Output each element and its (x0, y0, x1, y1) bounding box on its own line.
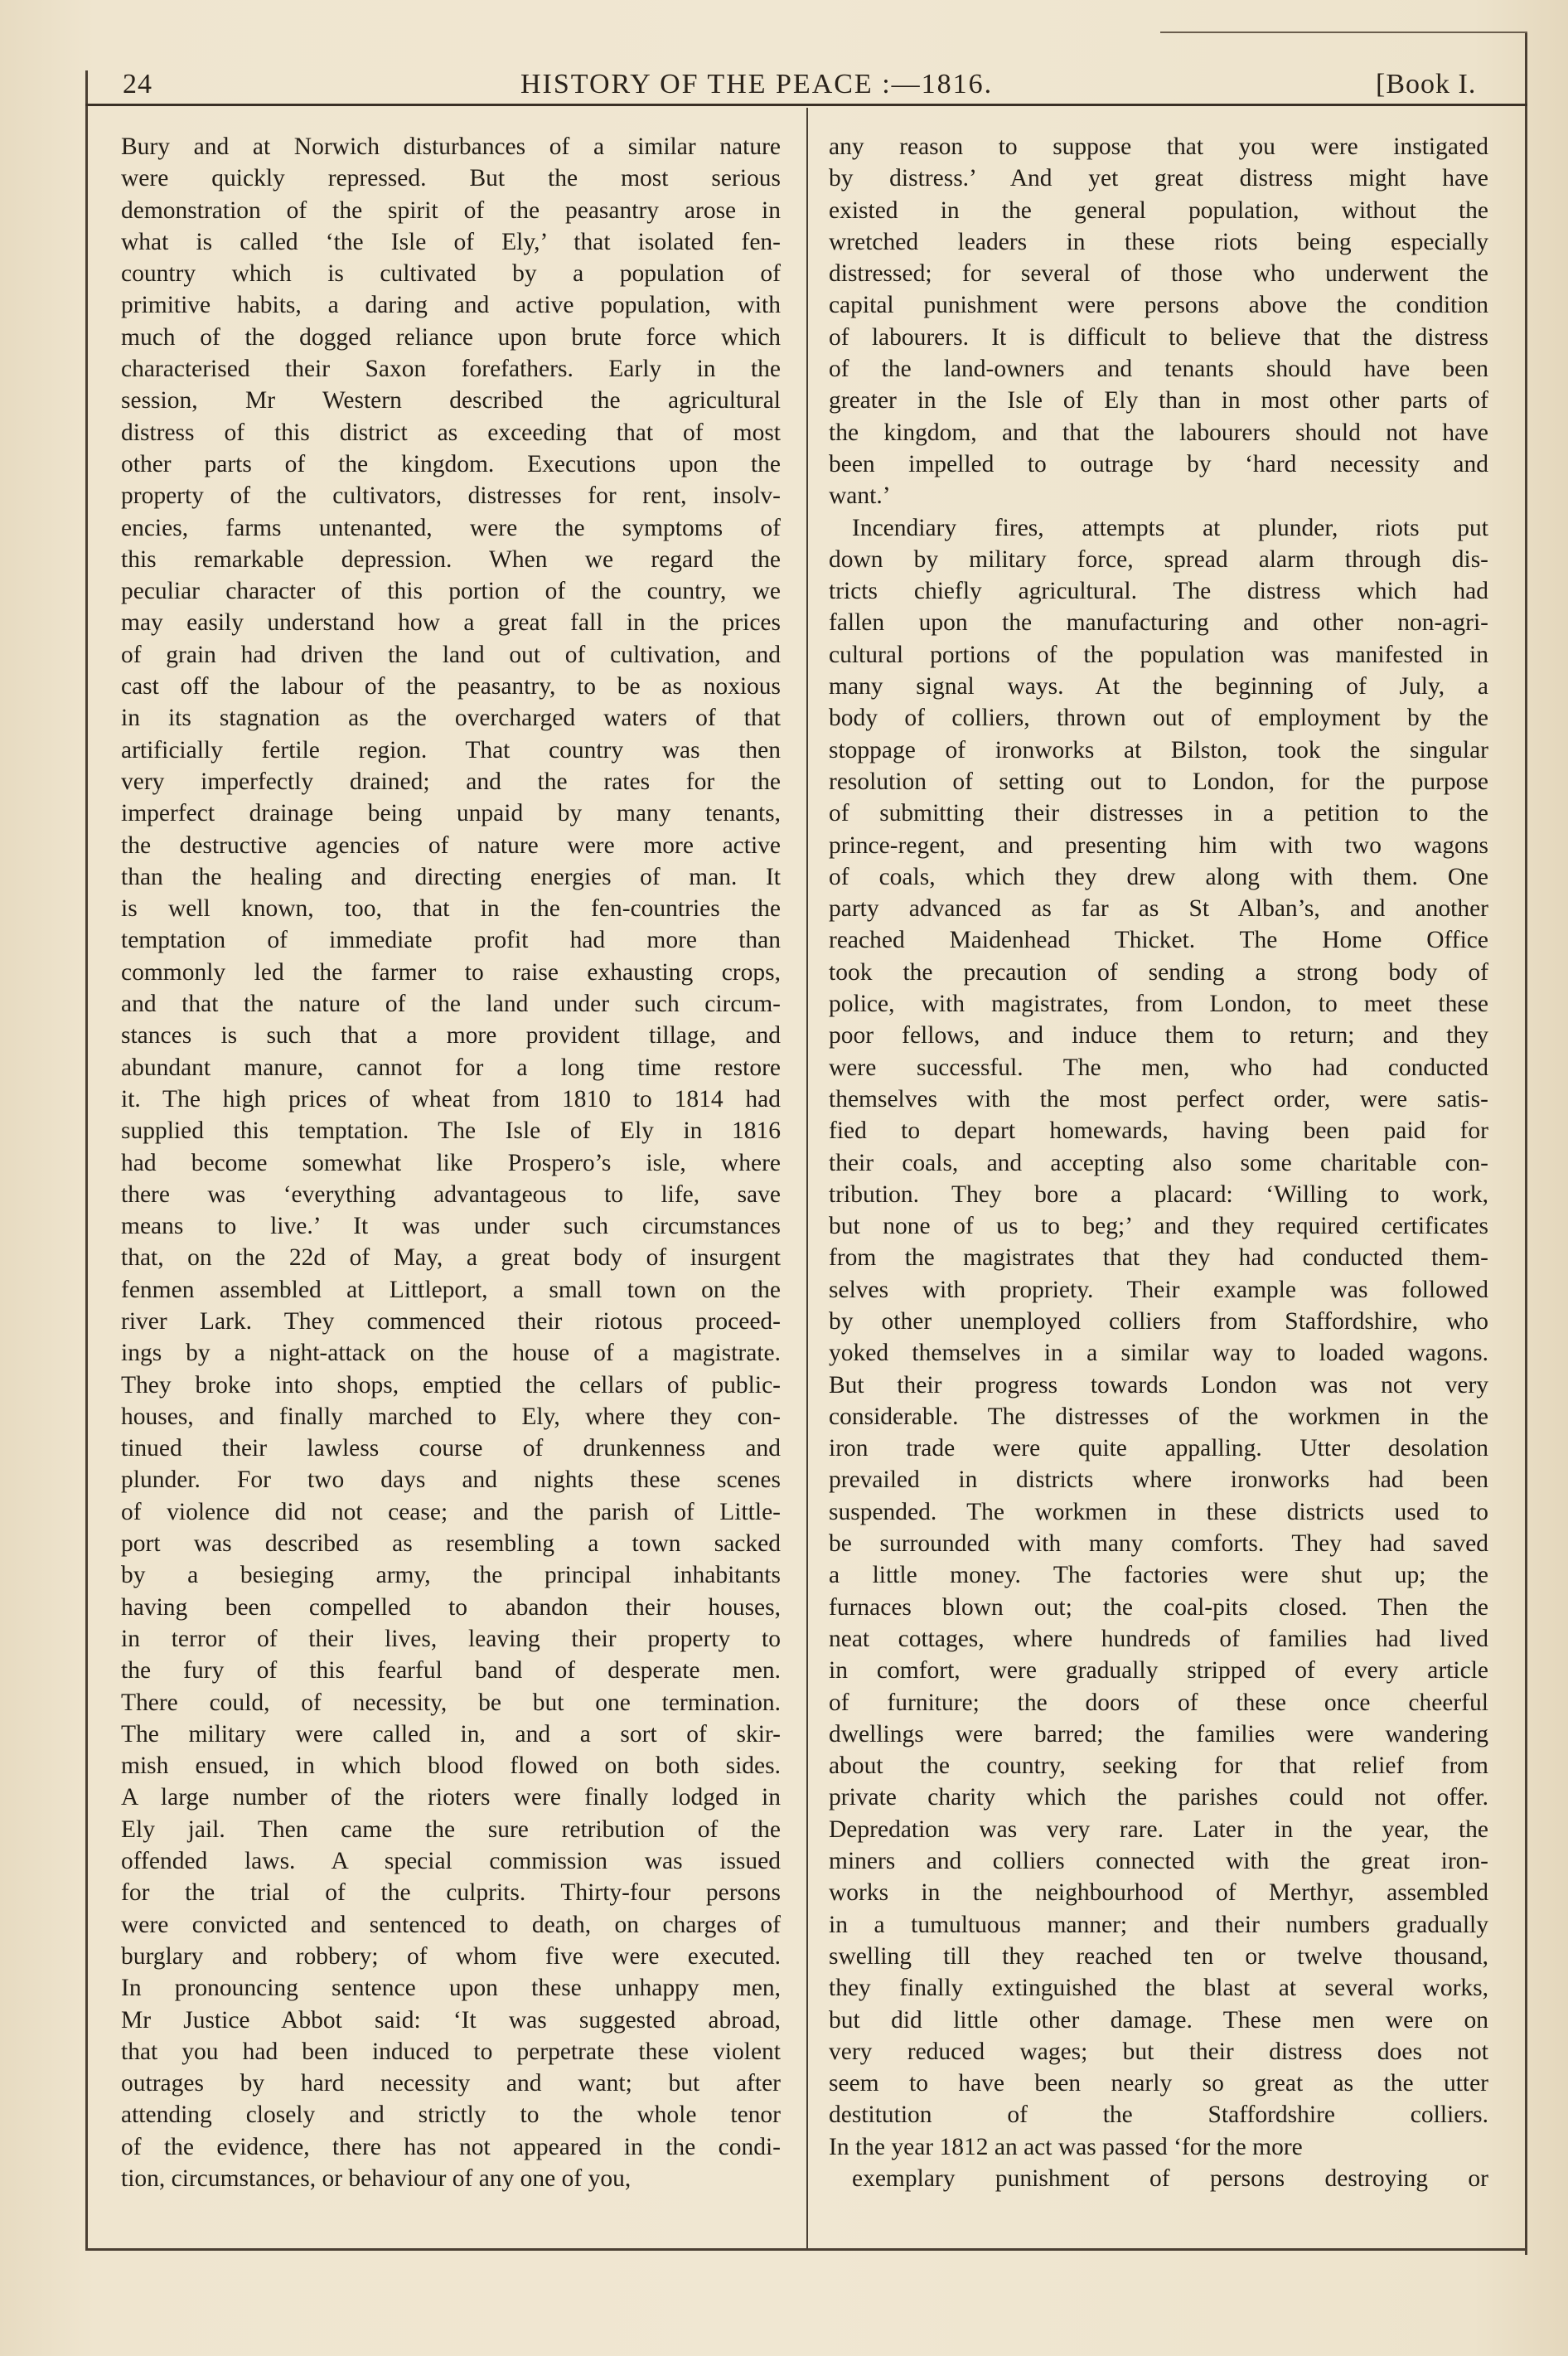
text-line: than the healing and directing energies of man. It (121, 863, 781, 890)
text-line: down by military force, spread alarm through dis- (829, 545, 1488, 573)
text-line: stoppage of ironworks at Bilston, took the singular (829, 736, 1488, 764)
text-line: of coals, which they drew along with them. One (829, 863, 1488, 890)
text-line: mish ensued, in which blood flowed on both sides. (121, 1752, 781, 1780)
text-line: body of colliers, thrown out of employment by the (829, 705, 1488, 732)
text-line: fied to depart homewards, having been paid for (829, 1117, 1488, 1145)
frame-top-rule (1160, 32, 1527, 33)
text-line: were quickly repressed. But the most serious (121, 165, 781, 192)
text-line: tribution. They bore a placard: ‘Willing to work, (829, 1180, 1488, 1208)
right-column (829, 131, 1488, 2194)
text-line: Bury and at Norwich disturbances of a similar nature (121, 133, 781, 160)
text-line: encies, farms untenanted, were the symptoms of (121, 514, 781, 541)
text-line: In pronouncing sentence upon these unhappy men, (121, 1975, 781, 2002)
text-line: of the land-owners and tenants should have been (829, 356, 1488, 383)
text-line: stances is such that a more provident tillage, and (121, 1022, 781, 1050)
frame-bottom-rule (85, 2248, 1527, 2251)
text-line: and that the nature of the land under such circum- (121, 991, 781, 1018)
text-line: Mr Justice Abbot said: ‘It was suggested abroad, (121, 2006, 781, 2034)
text-line: in a tumultuous manner; and their numbers gradually (829, 1911, 1488, 1938)
text-line: port was described as resembling a town sacked (121, 1530, 781, 1558)
text-line: the destructive agencies of nature were more active (121, 831, 781, 859)
text-line: plunder. For two days and nights these scenes (121, 1466, 781, 1494)
text-line: capital punishment were persons above the condition (829, 292, 1488, 319)
text-line: offended laws. A special commission was issued (121, 1848, 781, 1875)
text-line: from the magistrates that they had conducted them- (829, 1244, 1488, 1272)
text-line: having been compelled to abandon their houses, (121, 1593, 781, 1621)
text-line: resolution of setting out to London, for the purpose (829, 768, 1488, 795)
text-line: had become somewhat like Prospero’s isle, where (121, 1149, 781, 1176)
text-line: But their progress towards London was not very (829, 1371, 1488, 1399)
text-line: tinued their lawless course of drunkenness and (121, 1435, 781, 1462)
text-line: A large number of the rioters were finally lodged in (121, 1784, 781, 1811)
text-line: temptation of immediate profit had more than (121, 927, 781, 954)
text-line: that you had been induced to perpetrate these violent (121, 2038, 781, 2065)
text-line: tion, circumstances, or behaviour of any one of you, (121, 2165, 632, 2192)
text-line: the fury of this fearful band of desperate men. (121, 1657, 781, 1685)
text-line: ings by a night-attack on the house of a magistrate. (121, 1340, 781, 1367)
text-line: by a besieging army, the principal inhabitants (121, 1562, 781, 1589)
text-line: river Lark. They commenced their riotous proceed- (121, 1307, 781, 1335)
text-line: suspended. The workmen in these districts used to (829, 1498, 1488, 1525)
text-line: primitive habits, a daring and active population, with (121, 292, 781, 319)
text-line: wretched leaders in these riots being especially (829, 228, 1488, 255)
header-rule (85, 104, 1527, 106)
text-line: considerable. The distresses of the workmen in the (829, 1403, 1488, 1430)
text-line: artificially fertile region. That country was then (121, 736, 781, 764)
text-line: been impelled to outrage by ‘hard necessity and (829, 450, 1488, 478)
text-line: Incendiary fires, attempts at plunder, riots put (852, 514, 1488, 541)
text-line: were convicted and sentenced to death, on charges of (121, 1911, 781, 1938)
text-line: means to live.’ It was under such circumstances (121, 1213, 781, 1240)
text-line: distressed; for several of those who underwent the (829, 260, 1488, 288)
text-line: very reduced wages; but their distress does not (829, 2038, 1488, 2065)
text-line: but none of us to beg;’ and they required certificates (829, 1213, 1488, 1240)
text-line: themselves with the most perfect order, were satis- (829, 1085, 1488, 1113)
text-line: cultural portions of the population was manifested in (829, 641, 1488, 668)
text-line: imperfect drainage being unpaid by many tenants, (121, 800, 781, 827)
text-line: tricts chiefly agricultural. The distress which had (829, 578, 1488, 605)
text-line: that, on the 22d of May, a great body of insurgent (121, 1244, 781, 1272)
frame-right-rule (1525, 33, 1527, 2255)
text-line: their coals, and accepting also some charitable con- (829, 1149, 1488, 1176)
text-line: session, Mr Western described the agricultural (121, 387, 781, 414)
text-line: by distress.’ And yet great distress might have (829, 165, 1488, 192)
text-line: of violence did not cease; and the parish of Little- (121, 1498, 781, 1525)
text-line: swelling till they reached ten or twelve thousand, (829, 1942, 1488, 1970)
text-line: very imperfectly drained; and the rates for the (121, 768, 781, 795)
text-line: may easily understand how a great fall in the prices (121, 609, 781, 637)
text-line: supplied this temptation. The Isle of Ely in 1816 (121, 1117, 781, 1145)
text-line: exemplary punishment of persons destroying or (852, 2165, 1488, 2192)
text-line: police, with magistrates, from London, to meet these (829, 991, 1488, 1018)
text-line: fallen upon the manufacturing and other non-agri- (829, 609, 1488, 637)
text-line: in comfort, were gradually stripped of every article (829, 1657, 1488, 1685)
text-line: poor fellows, and induce them to return; and they (829, 1022, 1488, 1050)
text-line: commonly led the farmer to raise exhausting crops, (121, 958, 781, 986)
text-line: peculiar character of this portion of the country, we (121, 578, 781, 605)
text-line: cast off the labour of the peasantry, to be as noxious (121, 673, 781, 700)
frame-left-rule (85, 70, 88, 2251)
text-line: seem to have been nearly so great as the utter (829, 2070, 1488, 2097)
text-line: abundant manure, cannot for a long time restore (121, 1054, 781, 1081)
text-line: by other unemployed colliers from Staffordshire, who (829, 1307, 1488, 1335)
text-line: In the year 1812 an act was passed ‘for the more (829, 2133, 1303, 2160)
text-line: they finally extinguished the blast at several works, (829, 1975, 1488, 2002)
text-line: neat cottages, where hundreds of families had lived (829, 1625, 1488, 1652)
text-line: works in the neighbourhood of Merthyr, assembled (829, 1879, 1488, 1907)
text-line: much of the dogged reliance upon brute force which (121, 323, 781, 351)
running-title: HISTORY OF THE PEACE :—1816. (520, 69, 994, 99)
text-line: prince-regent, and presenting him with two wagons (829, 831, 1488, 859)
text-line: There could, of necessity, be but one termination. (121, 1689, 781, 1716)
text-line: of furniture; the doors of these once cheerful (829, 1689, 1488, 1716)
text-line: of submitting their distresses in a petition to the (829, 800, 1488, 827)
text-line: in terror of their lives, leaving their property to (121, 1625, 781, 1652)
text-line: be surrounded with many comforts. They had saved (829, 1530, 1488, 1558)
text-line: Depredation was very rare. Later in the year, the (829, 1815, 1488, 1843)
text-line: of labourers. It is difficult to believe that the distress (829, 323, 1488, 351)
text-line: iron trade were quite appalling. Utter desolation (829, 1435, 1488, 1462)
text-line: there was ‘everything advantageous to life, save (121, 1180, 781, 1208)
text-line: many signal ways. At the beginning of July, a (829, 673, 1488, 700)
text-line: prevailed in districts where ironworks had been (829, 1466, 1488, 1494)
column-divider (806, 108, 808, 2248)
text-line: this remarkable depression. When we regard the (121, 545, 781, 573)
text-line: The military were called in, and a sort of skir- (121, 1720, 781, 1748)
text-line: country which is cultivated by a population of (121, 260, 781, 288)
text-line: They broke into shops, emptied the cellars of public- (121, 1371, 781, 1399)
text-line: it. The high prices of wheat from 1810 to 1814 had (121, 1085, 781, 1113)
page-number: 24 (123, 69, 152, 99)
text-line: for the trial of the culprits. Thirty-four persons (121, 1879, 781, 1907)
text-line: characterised their Saxon forefathers. Early in the (121, 356, 781, 383)
text-line: existed in the general population, without the (829, 196, 1488, 224)
text-line: party advanced as far as St Alban’s, and another (829, 895, 1488, 923)
text-line: of the evidence, there has not appeared in the condi- (121, 2133, 781, 2160)
text-line: a little money. The factories were shut up; the (829, 1562, 1488, 1589)
text-line: destitution of the Staffordshire colliers. (829, 2101, 1488, 2129)
text-line: yoked themselves in a similar way to loaded wagons. (829, 1340, 1488, 1367)
text-line: other parts of the kingdom. Executions upon the (121, 450, 781, 478)
text-line: furnaces blown out; the coal-pits closed. Then the (829, 1593, 1488, 1621)
text-line: is well known, too, that in the fen-countries the (121, 895, 781, 923)
text-line: of grain had driven the land out of cultivation, and (121, 641, 781, 668)
text-line: private charity which the parishes could not offer. (829, 1784, 1488, 1811)
text-line: the kingdom, and that the labourers should not have (829, 419, 1488, 446)
left-column (121, 131, 781, 2194)
text-line: want.’ (829, 482, 891, 510)
text-line: outrages by hard necessity and want; but after (121, 2070, 781, 2097)
text-line: selves with propriety. Their example was followed (829, 1276, 1488, 1303)
text-line: Ely jail. Then came the sure retribution of the (121, 1815, 781, 1843)
text-line: distress of this district as exceeding that of most (121, 419, 781, 446)
text-line: fenmen assembled at Littleport, a small town on the (121, 1276, 781, 1303)
text-line: demonstration of the spirit of the peasantry arose in (121, 196, 781, 224)
text-line: attending closely and strictly to the whole tenor (121, 2101, 781, 2129)
text-line: took the precaution of sending a strong body of (829, 958, 1488, 986)
text-line: houses, and finally marched to Ely, where they con- (121, 1403, 781, 1430)
text-line: any reason to suppose that you were instigated (829, 133, 1488, 160)
text-line: what is called ‘the Isle of Ely,’ that isolated fen- (121, 228, 781, 255)
book-label: [Book I. (1376, 69, 1477, 99)
text-line: miners and colliers connected with the great iron- (829, 1848, 1488, 1875)
text-line: reached Maidenhead Thicket. The Home Office (829, 927, 1488, 954)
text-line: greater in the Isle of Ely than in most other parts of (829, 387, 1488, 414)
text-line: property of the cultivators, distresses for rent, insolv- (121, 482, 781, 510)
text-line: but did little other damage. These men were on (829, 2006, 1488, 2034)
text-line: in its stagnation as the overcharged waters of that (121, 705, 781, 732)
text-line: dwellings were barred; the families were wandering (829, 1720, 1488, 1748)
text-line: about the country, seeking for that relief from (829, 1752, 1488, 1780)
text-line: were successful. The men, who had conducted (829, 1054, 1488, 1081)
text-line: burglary and robbery; of whom five were executed. (121, 1942, 781, 1970)
